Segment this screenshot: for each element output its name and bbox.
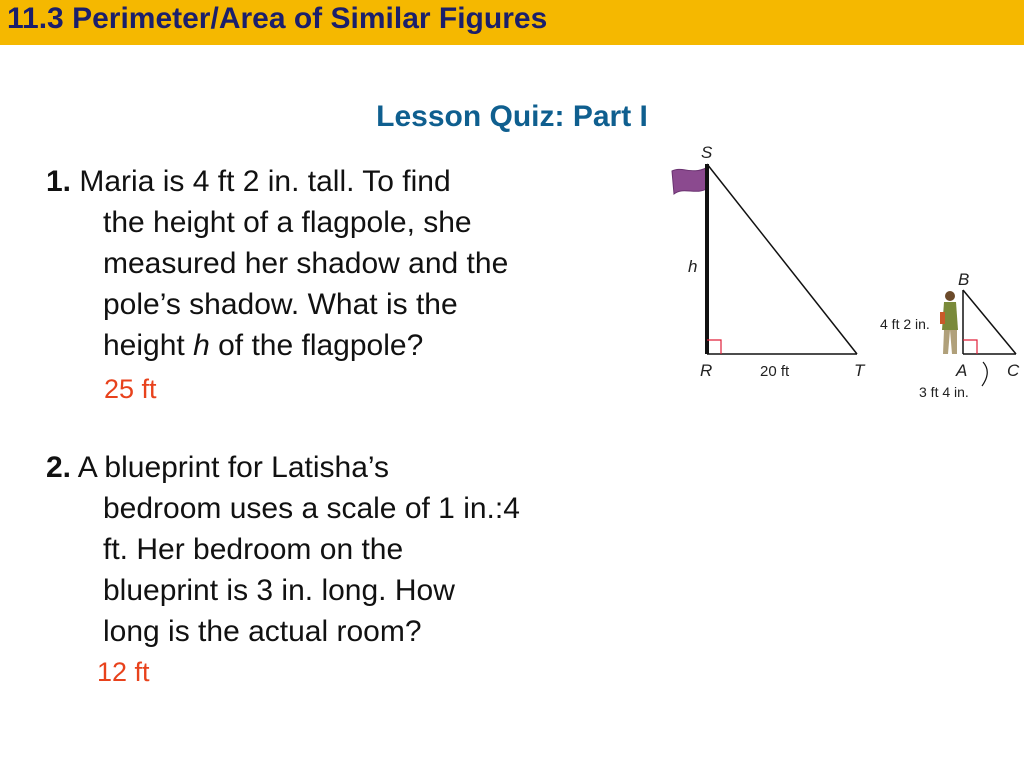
small-top-label: B (958, 270, 970, 289)
big-height-label: h (688, 257, 698, 276)
slide-title: 11.3 Perimeter/Area of Similar Figures (7, 2, 548, 35)
question-1-line-2: the height of a flagpole, she (103, 206, 472, 239)
question-2-line-1 (46, 447, 646, 488)
question-2-text-1: A blueprint for Latisha’s (77, 451, 390, 484)
big-right-label: T (854, 361, 865, 380)
base-brace (982, 362, 987, 386)
lesson-quiz-heading-text: Lesson Quiz: Part I (376, 100, 648, 133)
big-triangle-hypotenuse (707, 164, 857, 354)
question-1-text-1: Maria is 4 ft 2 in. tall. To find (79, 165, 451, 198)
small-right-label: C (1007, 361, 1020, 380)
small-height-label: 4 ft 2 in. (880, 316, 930, 332)
similar-triangles-diagram (660, 140, 1024, 410)
small-base-label: 3 ft 4 in. (919, 384, 969, 400)
big-top-label: S (701, 143, 713, 162)
question-2-line-2: bedroom uses a scale of 1 in.:4 (103, 492, 520, 525)
big-right-angle-mark (707, 340, 721, 354)
question-1-line-3: measured her shadow and the (103, 247, 509, 280)
question-2-number: 2. (46, 451, 72, 484)
small-triangle-hypotenuse (963, 290, 1016, 354)
question-2-line-4: blueprint is 3 in. long. How (103, 574, 455, 607)
big-base-label: 20 ft (760, 363, 790, 380)
small-right-angle-mark (963, 340, 977, 354)
flag-icon (672, 168, 708, 194)
title-bar (0, 0, 1024, 45)
question-1-text-5b: of the flagpole? (209, 329, 424, 362)
question-1-variable-h: h (193, 329, 210, 362)
question-1-text-5a: height (103, 329, 194, 362)
big-left-label: R (700, 361, 713, 380)
question-2 (46, 447, 646, 652)
person-icon (940, 291, 958, 354)
question-1-line-4: pole’s shadow. What is the (103, 288, 458, 321)
question-1-line-1 (46, 161, 646, 202)
question-2-line-3: ft. Her bedroom on the (103, 533, 404, 566)
answer-1: 25 ft (104, 374, 157, 404)
question-2-line-5: long is the actual room? (103, 615, 422, 648)
small-left-label: A (956, 361, 968, 380)
question-1 (46, 161, 646, 366)
question-1-number: 1. (46, 165, 72, 198)
answer-2: 12 ft (97, 657, 150, 687)
question-1-line-5 (46, 325, 646, 366)
lesson-quiz-heading (0, 100, 1024, 134)
